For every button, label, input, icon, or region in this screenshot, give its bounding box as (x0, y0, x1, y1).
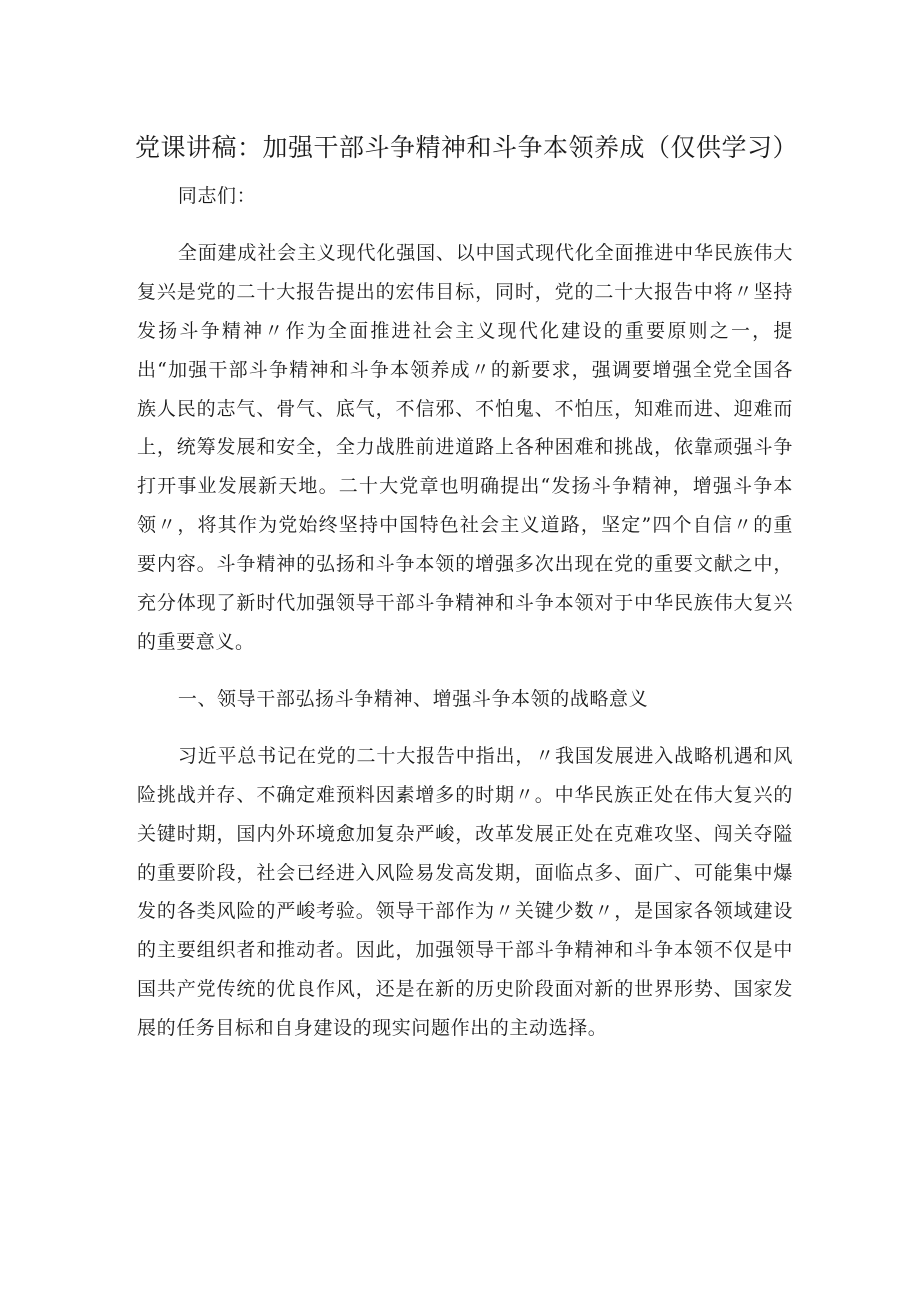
section-paragraph: 习近平总书记在党的二十大报告中指出，〃我国发展进入战略机遇和风险挑战并存、不确定难预料因素增多的时期〃。中华民族正处在伟大复兴的关键时期，国内外环境愈加复杂严峻，改革发展正处在克难攻坚、闯关夺隘的重要阶段，社会已经进入风险易发高发期，面临点多、面广、可能集中爆发的各类风险的严峻考验。领导干部作为〃关键少数〃，是国家各领域建设的主要组织者和推动者。因此，加强领导干部斗争精神和斗争本领不仅是中国共产党传统的优良作风，还是在新的历史阶段面对新的世界形势、国家发展的任务目标和自身建设的现实问题作出的主动选择。 (137, 744, 793, 1040)
salutation: 同志们： (177, 185, 257, 207)
document-title: 党课讲稿：加强干部斗争精神和斗争本领养成（仅供学习） (135, 133, 799, 162)
document-body (137, 177, 793, 1066)
section-heading: 一、领导干部弘扬斗争精神、增强斗争本领的战略意义 (177, 687, 649, 710)
body-paragraph: 全面建成社会主义现代化强国、以中国式现代化全面推进中华民族伟大复兴是党的二十大报告提出的宏伟目标，同时，党的二十大报告中将〃坚持发扬斗争精神〃作为全面推进社会主义现代化建设的重要原则之一，提出“加强干部斗争精神和斗争本领养成〃的新要求，强调要增强全党全国各族人民的志气、骨气、底气，不信邪、不怕鬼、不怕压，知难而进、迎难而上，统筹发展和安全，全力战胜前进道路上各种困难和挑战，依靠顽强斗争打开事业发展新天地。二十大党章也明确提出“发扬斗争精神，增强斗争本领〃，将其作为党始终坚持中国特色社会主义道路，坚定”四个自信〃的重要内容。斗争精神的弘扬和斗争本领的增强多次出现在党的重要文献之中，充分体现了新时代加强领导干部斗争精神和斗争本领对于中华民族伟大复兴的重要意义。 (137, 241, 793, 653)
